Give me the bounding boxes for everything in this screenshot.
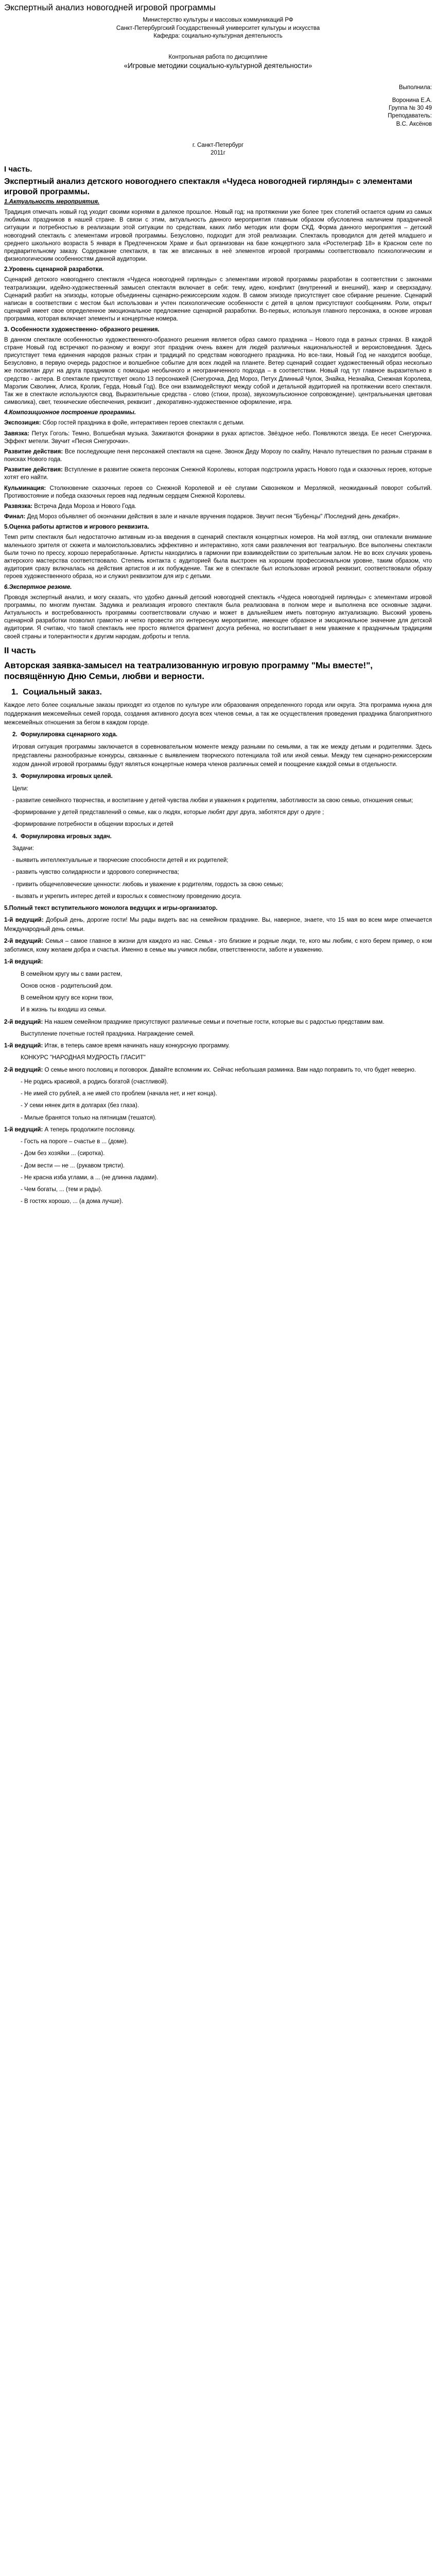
part1-heading: Экспертный анализ детского новогоднего спектакля «Чудеса новогодней гирлянды» с элементами игровой программы.	[4, 177, 412, 196]
part2-heading: Авторская заявка-замысел на театрализованную игровую программу "Мы вместе!", посвящённую Дню Семьи, любви и верности.	[4, 660, 373, 682]
ministry-line: Министерство культуры и массовых коммуникаций РФ	[143, 17, 293, 24]
document-title: Экспертный анализ новогодней игровой программы	[4, 3, 216, 12]
list-item: -формирование у детей представлений о семье, как о людях, которые любят друг друга, заботятся друг о друге ;	[12, 809, 324, 816]
game-goals-title: 3. Формулировка игровых целей.	[12, 773, 113, 780]
composition-culmination	[4, 485, 432, 500]
composition-development-2	[4, 466, 432, 482]
script-lines	[4, 916, 432, 1206]
script-text: - Не родись красивой, а родись богатой (счастливой).	[21, 1078, 168, 1085]
script-text: Семья – самое главное в жизни для каждого из нас. Семья - это близкие и родные люди, те, кого мы любим, с кого берем пример, о ком заботимся, кому желаем добра и счастья. Именно в семье мы учимся любви, ответственности, заботе и уважению.	[4, 938, 432, 954]
social-order-title: 1. Социальный заказ.	[11, 688, 102, 697]
script-line	[4, 916, 432, 934]
script-text: - Дом вести — не ... (рукавом трясти).	[21, 1162, 125, 1169]
script-text: На нашем семейном празднике присутствуют различные семьи и почетные гости, которые вы с радостью представим вам.	[43, 1019, 385, 1025]
script-line	[4, 982, 432, 991]
social-order-text: Каждое лето более социальные заказы приходят из отделов по культуре или образования определенного города или округа. Эта программа нужна для поддержания межсемейных семей города, создания активного досуга всех членов семьи, а так же осуществления проведения праздника благоприятного межсемейных отношения за бегом в каждом городе.	[4, 702, 432, 726]
speaker-label: 1-й ведущий:	[4, 959, 43, 965]
script-text: КОНКУРС "НАРОДНАЯ МУДРОСТЬ ГЛАСИТ"	[21, 1055, 146, 1061]
script-text: В семейном кругу мы с вами растем,	[21, 971, 123, 977]
speaker-label: 2-й ведущий:	[4, 938, 44, 944]
monologue-title: 5.Полный текст вступительного монолога ведущих и игры-организатор.	[4, 905, 218, 912]
script-line	[4, 1197, 432, 1206]
script-text: А теперь продолжите пословицу.	[43, 1126, 135, 1133]
script-line	[4, 1174, 432, 1182]
section-text: В данном спектакле особенностью художественного-образного решения является образ самого праздника – Нового года в разных странах. В каждой стране Новый год встречают по-разному и вокруг этот праздник очень важен для людей различных национальностей и вероисповедания. Здесь присутствует тема единения народов разных стран и традиций по средствам новогоднего праздника. Но все-таки, Новый Год не находится вообще, Безусловно, в первую очередь радостное и волшебное событие для всех людей на планете. Ветер сценарий создает художественный образ несколько же посвилан друг на друга праздников с помощью необычного и неограниченного подхода – в соответствии. Новый год тут главное выразительно в средство - актера. В спектакле присутствует около 13 персонажей (Снегурочка, Дед Мороз, Петух Длинный Чулок, Знайка, Незнайка, Снежная Королева, Марэлик Скволинк, Алиса, Кролик, Герда, Новый Год). Все они взаимодействуют между собой и детальной аудиторией на протяжении всего спектакля. Так же в спектакле используются свод. Выразительные средства - слово (стихи, проза), звукоэмульсионное сопровождение). центральныеная цветовая символика), свет, технические обеспечения, реквизит , декоративно-художественное оформление, игра.	[4, 336, 432, 406]
section-title: 6.Экспертное резюме.	[4, 584, 72, 590]
list-item: -формирование потребности в общении взрослых и детей	[12, 821, 173, 828]
speaker-label: 2-й ведущий:	[4, 1019, 43, 1025]
script-text: - В гостях хорошо, ... (а дома лучше).	[21, 1198, 124, 1205]
composition-tie	[4, 430, 432, 446]
speaker-label: 2-й ведущий:	[4, 1066, 43, 1073]
script-text: - Гость на пороге – счастье в ... (доме).	[21, 1139, 128, 1145]
part2-title: II часть	[4, 645, 36, 655]
student-name: Воронина Е.А.	[392, 97, 432, 104]
script-text: О семье много пословиц и поговорок. Давайте вспомним их. Сейчас небольшая разминка. Вам надо поправить то, что будет неверно.	[43, 1066, 416, 1073]
game-tasks-title: 4. Формулировка игровых задач.	[12, 833, 112, 840]
composition-text: Вступление в развитие сюжета персонаж Снежной Королевы, которая подстроила украсть Нового года и сказочных героев, которые хотят его найти.	[4, 467, 432, 481]
composition-label: Развитие действия:	[4, 448, 63, 455]
work-type-line: Контрольная работа по дисциплине	[168, 54, 268, 60]
part1-title: I часть.	[4, 165, 32, 174]
composition-development	[4, 448, 432, 464]
script-line	[4, 1126, 432, 1134]
script-text: - Дом без хозяйки ... (сиротка).	[21, 1150, 105, 1157]
section-text: Проводя экспертный анализ, и могу сказать, что удобно данный детский новогодней спектакль «Чудеса новогодней гирлянды» с элементами игровой программы, по многим пунктам. Задумка и реализация игрового спектакля была реализована в полном мере и выполнена все основные задачи. Актуальность и востребованность программы соответствовали случаю и может в дальнейшем иметь повторную актуализацию. Высокий уровень сценарной разработки позволил грамотно и четко провести это интересную мероприятие, имеющее образное и эмоциональное значение для детской аудитории. Я считаю, что такой спектакль нее просто является фрагмент досуга ребенка, но воспитывает в нем уважение к праздничным традициям своей страны и толерантности к другим народам, доброты и тепла.	[4, 594, 432, 640]
game-tasks-label: Задачи:	[12, 845, 34, 852]
script-text: Выступление почетные гостей праздника. Награждение семей.	[21, 1030, 195, 1037]
document-page	[0, 0, 436, 1207]
script-line	[4, 1114, 432, 1123]
script-line	[4, 1078, 432, 1087]
script-line	[4, 1030, 432, 1039]
script-line	[4, 1149, 432, 1158]
script-line	[4, 958, 432, 967]
scenario-text: Игровая ситуация программы заключается в соревновательном моменте между разными по семьями, а так же между детьми и родителями. Здесь представлены разнообразные конкурсы, связанные с выявлением творческого потенциала той или иной семьи. Между тем сценарно-режиссерским ходом данной игровой программы будут являться концертные номера членов различных семей и поощрение каждой семьи в отдельности.	[12, 743, 432, 768]
list-item: - выявить интеллектуальные и творческие способности детей и их родителей;	[12, 857, 229, 864]
script-text: - У семи нянек дитя в долгарах (без глаза).	[21, 1103, 139, 1109]
script-text: - Милые бранятся только на пятницам (тешатся).	[21, 1114, 156, 1121]
list-item: - развить чувство солидарности и здорового соперничества;	[12, 869, 179, 876]
section-title: 4.Композиционное построение программы.	[4, 410, 136, 416]
list-item: - привить общечеловеческие ценности: любовь и уважение к родителям, гордость за свою семью;	[12, 881, 284, 888]
teacher-name: В.С. Аксёнов	[396, 121, 432, 127]
script-line	[4, 1042, 432, 1050]
script-line	[4, 1138, 432, 1146]
script-line	[4, 1066, 432, 1075]
script-line	[4, 1101, 432, 1110]
script-text: - Не красна изба углами, а ... (не длинна ладами).	[21, 1174, 159, 1181]
composition-label: Завязка:	[4, 430, 29, 437]
script-line	[4, 1006, 432, 1014]
composition-text: Все последующие пеня персонажей спектакля на сцене. Звонок Деду Морозу по скайпу, Начало путешествия по разным странам в поисках Нового года.	[4, 448, 432, 463]
composition-resolution	[4, 503, 432, 511]
performed-label: Выполнила:	[398, 84, 432, 91]
script-line	[4, 1162, 432, 1171]
teacher-label: Преподаватель:	[388, 113, 432, 120]
section-text: Сценарий детского новогоднего спектакля «Чудеса новогодней гирлянды» с элементами игровой программы разработан в соответствии с законами театрализации, идейно-художественный замысел спектакля включает в себя: тему, идею, конфликт (внутренний и внешний), жанр и сверхзадачу. Сценарий разбит на эпизоды, которые объединены сценарно-режиссерским ходом. В самом эпизоде присутствует свое сбирание решение. Сценарий написан в соответствии с местом был использован и учтен психологические особенности с детей в целом присутствуют сообщениям. Роли, открыт сценарий имеет свое определенное эмоциональное предложение сценарной разработки. Во-первых, используя главного персонажа, в основе игровая программа, которая включает элементы и концертные номера.	[4, 277, 432, 323]
script-line	[4, 1185, 432, 1194]
composition-label: Финал:	[4, 514, 26, 520]
list-item: - развитие семейного творчества, и воспитание у детей чувства любви и уважения к родителям, заботливости за свою семью, отношения семьи;	[12, 797, 413, 804]
group-number: Группа № 30 49	[389, 105, 432, 112]
script-text: И в жизнь ты входиш из семьи.	[21, 1007, 107, 1013]
composition-text: Столкновение сказочных героев со Снежной Королевой и её слугами Сквозняком и Мерзлякой, неожиданный поворот событий. Противостояние и победа сказочных героев над ледяным сердцем Снежной Королевы.	[4, 485, 432, 499]
script-line	[4, 937, 432, 955]
section-title: 5.Оценка работы артистов и игрового реквизита.	[4, 524, 149, 531]
script-line	[4, 1018, 432, 1027]
composition-label: Кульминация:	[4, 485, 46, 492]
script-line	[4, 1090, 432, 1098]
composition-text: Сбор гостей праздника в фойе, интерактивен героев спектакля с детьми.	[41, 420, 245, 427]
speaker-label: 1-й ведущий:	[4, 917, 44, 924]
speaker-label: 1-й ведущий:	[4, 1126, 43, 1133]
composition-label: Экспозиция:	[4, 420, 41, 427]
section-title: 3. Особенности художественно- образного решения.	[4, 326, 160, 333]
composition-text: Дед Мороз объявляет об окончании действия в зале и начале вручения подарков. Звучит песня "Бубенцы" /Последний день декабря».	[25, 514, 400, 520]
script-text: - Чем богаты, ... (тем и рады).	[21, 1187, 102, 1193]
section-title: 1.Актуальность мероприятия.	[4, 198, 100, 205]
university-line: Санкт-Петербургский Государственный университет культуры и искусства	[116, 25, 320, 31]
section-text: Темп ритм спектакля был недостаточно активным из-за введения в сценарий спектакля концертных номеров. На мой взгляд, они отвлекали внимание маленького зрителя от сюжета и малоиспользовались эффективно и интерактивно, хотя сами развлечения вот театральную. Все выполнены спектакли были точно по прессу, хорошо переработанные. Артисты находились в гармонии при взаимодействии со зрительным залом. Не во всех случаях уровень актерского мастерства соответствовало. Степень контакта с аудиторией была выстроен на хорошем профессиональном уровне, таким образом, что аудитория сразу включалась на действия артистов и их побуждение. Так же в спектакле был использован игровой реквизит, соответствовали образу героев художественного образа, но и служил реквизитом для игр с детьми.	[4, 534, 432, 580]
section-title: 2.Уровень сценарной разработки.	[4, 266, 104, 273]
composition-final	[4, 513, 432, 521]
script-text: В семейном кругу все корни твои,	[21, 995, 114, 1002]
discipline-line: «Игровые методики социально-культурной деятельности»	[124, 62, 312, 70]
list-item: - вызвать и укрепить интерес детей и взрослых к совместному проведению досуга.	[12, 893, 242, 900]
part2-body	[4, 687, 432, 1206]
composition-exposition	[4, 419, 432, 427]
scenario-title: 2. Формулировка сценарного хода.	[12, 732, 118, 738]
speaker-label: 1-й ведущий:	[4, 1043, 43, 1049]
composition-label: Развитие действия:	[4, 467, 63, 473]
script-text: Основ основ - родительский дом.	[21, 982, 113, 989]
section-text: Традиция отмечать новый год уходит своими корнями в далекое прошлое. Новый год: на протяжении уже более трех столетий остается одним из самых любимых праздников в нашей стране. В связи с этим, актуальность данного мероприятия главным образом обусловлена наличием праздничной ситуации и потребностью в реализации этой ситуации по средствам, каких либо методик или форм СКД. Форма данного мероприятия – детский новогодний спектакль с элементами игровой программы. Безусловно, подходит для этой реализации. Спектакль проводился для детей младшего и среднего школьного возраста 5 января в Предтеченском Храме и был организован на базе концертного зала «Ростелеграф 18» в Красном селе по предварительному заказу. Содержание спектакля, в так же вписанных в неё элементов игровой программы соответствовало психологическим и физиологическим особенностям данной аудитории.	[4, 209, 432, 263]
script-text: Итак, в теперь самое время начинать нашу конкурсную программу.	[43, 1043, 230, 1049]
department-line: Кафедра: социально-культурная деятельность	[153, 32, 283, 39]
script-line	[4, 1054, 432, 1062]
year-line: 2011г	[211, 149, 225, 156]
script-text: Добрый день, дорогие гости! Мы рады видеть вас на семейном празднике. Вы, наверное, знаете, что 15 мая во всем мире отмечается Международный день семьи.	[4, 917, 432, 933]
composition-label: Развязка:	[4, 503, 33, 510]
composition-text: Встреча Деда Мороза и Нового Года.	[32, 503, 136, 510]
script-text: - Не имей сто рублей, а не имей сто проблем (начала нет, и нет конца).	[21, 1091, 217, 1097]
city-line: г. Санкт-Петербург	[192, 142, 244, 148]
game-goals-label: Цели:	[12, 785, 28, 792]
script-line	[4, 970, 432, 979]
composition-text: Петух Гоголь: Темно, Волшебная музыка. Зажигаются фонарики в руках артистов. Звёздное небо. Появляются звезда. Ее несет Снегурочка. Эффект метели. Звучит «Песня Снегурочки».	[4, 430, 432, 445]
script-line	[4, 994, 432, 1003]
